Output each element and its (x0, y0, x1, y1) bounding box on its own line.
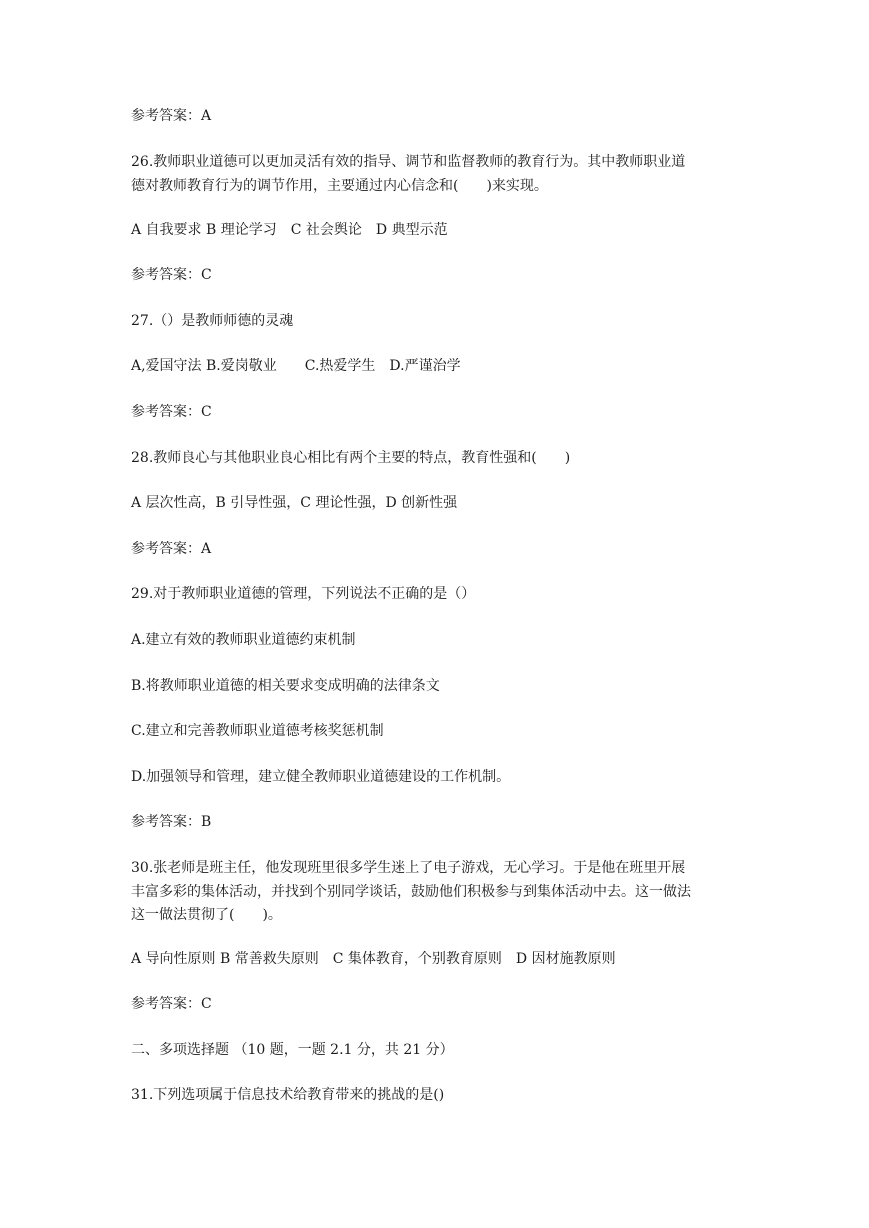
question-29-option-d: D.加强领导和管理，建立健全教师职业道德建设的工作机制。 (131, 769, 511, 785)
question-29-option-a: A.建立有效的教师职业道德约束机制 (131, 632, 356, 648)
answer-key-27: 参考答案：C (131, 404, 212, 420)
answer-key-25: 参考答案：A (131, 108, 212, 124)
question-31-text: 31.下列选项属于信息技术给教育带来的挑战的是() (131, 1087, 445, 1103)
question-29-option-b: B.将教师职业道德的相关要求变成明确的法律条文 (131, 678, 440, 694)
answer-key-29: 参考答案：B (131, 814, 212, 830)
question-30-text-line-3: 这一做法贯彻了( )。 (131, 907, 282, 923)
question-29-option-c: C.建立和完善教师职业道德考核奖惩机制 (131, 723, 384, 739)
section-heading-multiple-choice: 二、多项选择题 （10 题，一题 2.1 分，共 21 分） (131, 1042, 454, 1058)
answer-key-26: 参考答案：C (131, 267, 212, 283)
question-26-text-line-2: 德对教师教育行为的调节作用，主要通过内心信念和( )来实现。 (131, 178, 548, 194)
question-30-text-line-2: 丰富多彩的集体活动，并找到个别同学谈话，鼓励他们积极参与到集体活动中去。这一做法 (131, 884, 691, 900)
question-29-text: 29.对于教师职业道德的管理，下列说法不正确的是（） (131, 586, 476, 602)
question-30-text-line-1: 30.张老师是班主任，他发现班里很多学生迷上了电子游戏，无心学习。于是他在班里开展 (131, 860, 686, 876)
question-28-options: A 层次性高，B 引导性强，C 理论性强，D 创新性强 (131, 495, 458, 511)
question-30-options: A 导向性原则 B 常善救失原则 C 集体教育，个别教育原则 D 因材施教原则 (131, 951, 616, 967)
question-26-text-line-1: 26.教师职业道德可以更加灵活有效的指导、调节和监督教师的教育行为。其中教师职业道 (131, 154, 686, 170)
question-27-options: A,爱国守法 B.爱岗敬业 C.热爱学生 D.严谨治学 (131, 358, 461, 374)
question-27-text: 27.（）是教师师德的灵魂 (131, 313, 294, 329)
answer-key-30: 参考答案：C (131, 996, 212, 1012)
question-28-text: 28.教师良心与其他职业良心相比有两个主要的特点，教育性强和( ) (131, 450, 571, 466)
question-26-options: A 自我要求 B 理论学习 C 社会舆论 D 典型示范 (131, 222, 448, 238)
answer-key-28: 参考答案：A (131, 541, 212, 557)
